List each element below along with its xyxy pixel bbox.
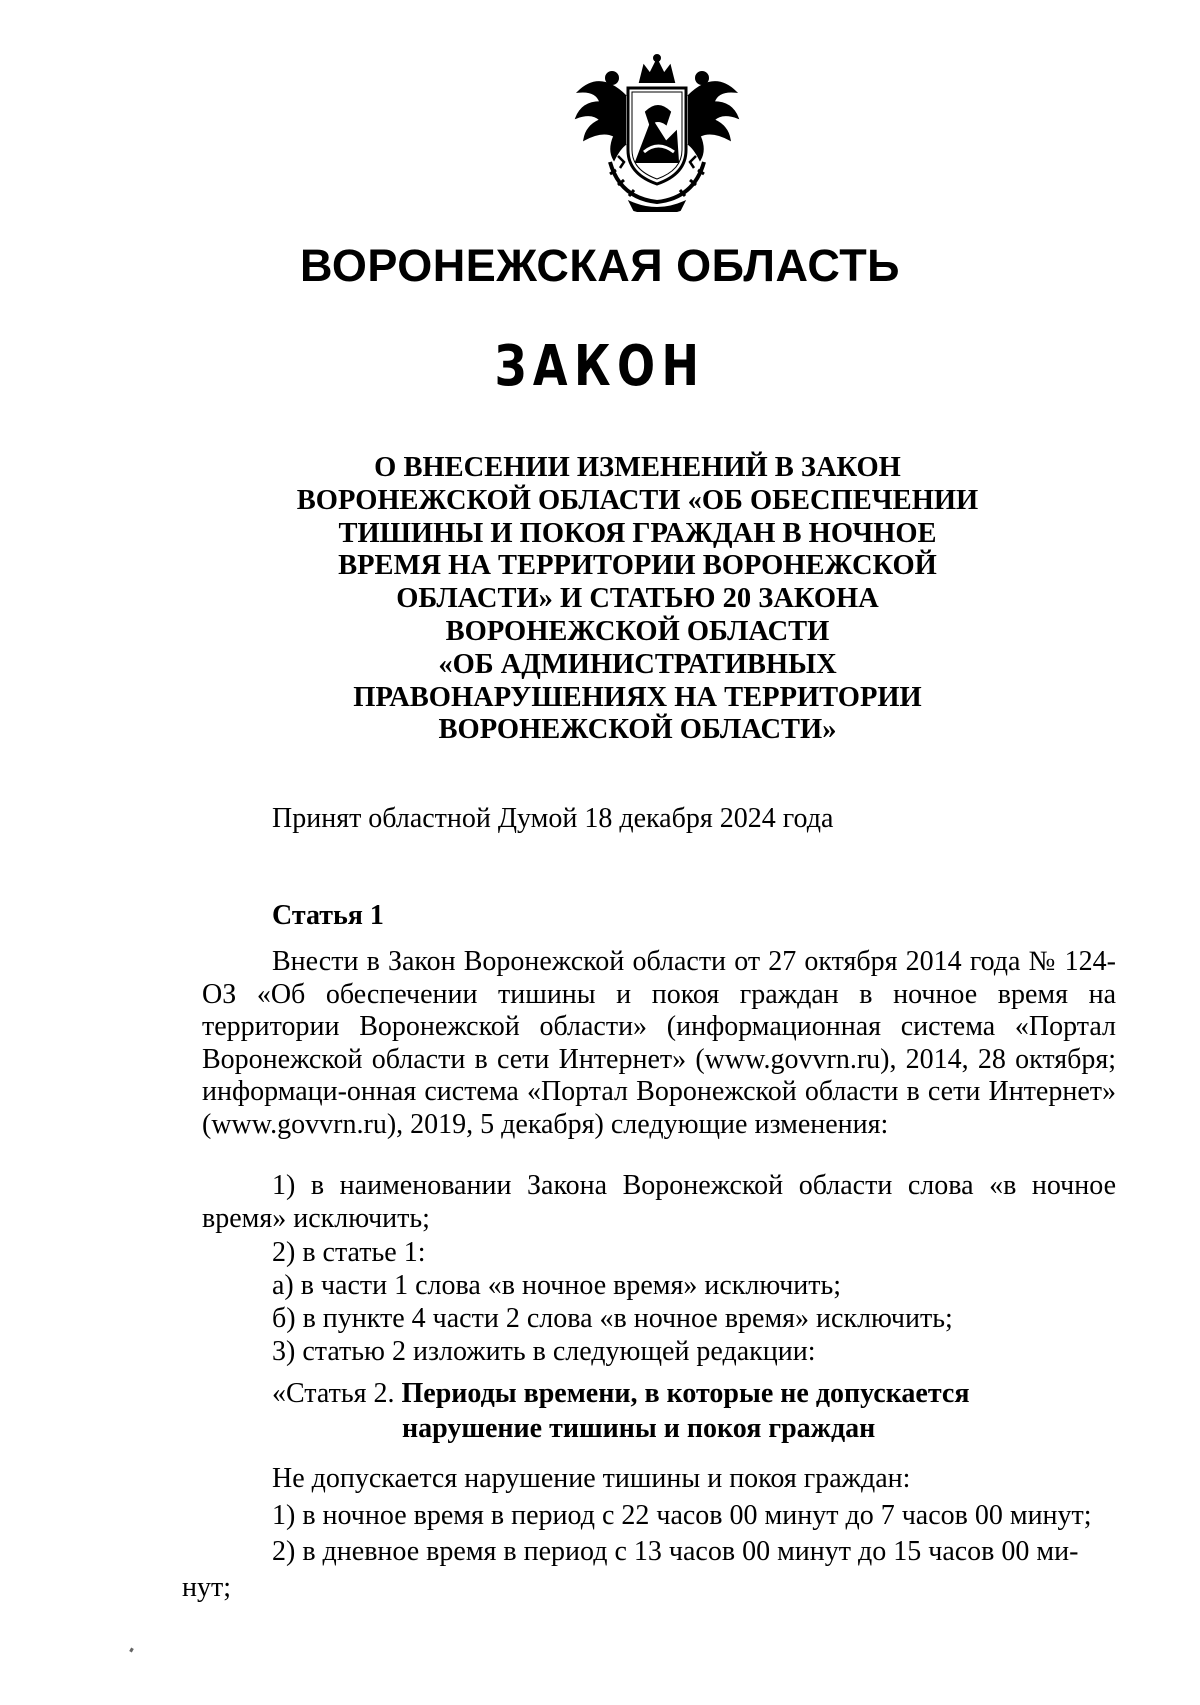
law-title-line: О ВНЕСЕНИИ ИЗМЕНЕНИЙ В ЗАКОН — [374, 452, 901, 483]
article-1-item-3: 3) статью 2 изложить в следующей редакции: — [272, 1336, 816, 1367]
article-1-intro: Внести в Закон Воронежской области от 27 октября 2014 года № 124-ОЗ «Об обеспечении тишины и покоя граждан в ночное время на территории Воронежской области» (информационная система «Портал Воронежской области в сети Интернет» (www.govvrn.ru), 2014, 28 октября; информаци-онная система «Портал Воронежской области в сети Интернет» (www.govvrn.ru), 2019, 5 декабря) следующие изменения: — [202, 946, 1116, 1140]
article-2-title-line-1: Периоды времени, в которые не допускается — [401, 1378, 970, 1409]
article-1-item-2a: а) в части 1 слова «в ночное время» исключить; — [272, 1270, 842, 1301]
article-2-intro: Не допускается нарушение тишины и покоя граждан: — [272, 1463, 911, 1494]
law-title-line: «ОБ АДМИНИСТРАТИВНЫХ — [438, 648, 837, 680]
article-2-heading — [272, 1377, 970, 1411]
law-title — [250, 452, 1025, 747]
article-2-prefix: «Статья 2. — [272, 1378, 402, 1409]
article-1-item-2: 2) в статье 1: — [272, 1237, 426, 1268]
coat-of-arms-icon — [570, 52, 744, 212]
region-title: ВОРОНЕЖСКАЯ ОБЛАСТЬ — [299, 240, 901, 291]
article-2-item-2: 2) в дневное время в период с 13 часов 00 минут до 15 часов 00 ми- — [272, 1536, 1079, 1567]
law-title-line: ТИШИНЫ И ПОКОЯ ГРАЖДАН В НОЧНОЕ — [338, 517, 937, 549]
article-2-item-2-continuation: нут; — [182, 1572, 231, 1603]
article-1-heading: Статья 1 — [272, 900, 384, 931]
article-2-title-line-2: нарушение тишины и покоя граждан — [402, 1413, 876, 1444]
article-2-item-1: 1) в ночное время в период с 22 часов 00 минут до 7 часов 00 минут; — [272, 1500, 1092, 1531]
adoption-note: Принят областной Думой 18 декабря 2024 года — [272, 803, 834, 834]
law-title-line: ОБЛАСТИ» И СТАТЬЮ 20 ЗАКОНА — [396, 583, 879, 615]
law-title-line: ВОРОНЕЖСКОЙ ОБЛАСТИ «ОБ ОБЕСПЕЧЕНИИ — [296, 484, 979, 516]
law-title-line: ПРАВОНАРУШЕНИЯХ НА ТЕРРИТОРИИ — [353, 681, 922, 713]
article-1-item-1: 1) в наименовании Закона Воронежской области слова «в ночное время» исключить; — [202, 1170, 1116, 1234]
article-1-item-2b: б) в пункте 4 части 2 слова «в ночное время» исключить; — [272, 1303, 953, 1334]
law-title-line: ВОРОНЕЖСКОЙ ОБЛАСТИ — [445, 615, 830, 647]
law-title-line: ВРЕМЯ НА ТЕРРИТОРИИ ВОРОНЕЖСКОЙ — [338, 550, 937, 582]
scan-speck — [129, 1648, 134, 1653]
document-type-title: ЗАКОН — [494, 334, 706, 399]
law-title-line: ВОРОНЕЖСКОЙ ОБЛАСТИ» — [438, 714, 837, 746]
